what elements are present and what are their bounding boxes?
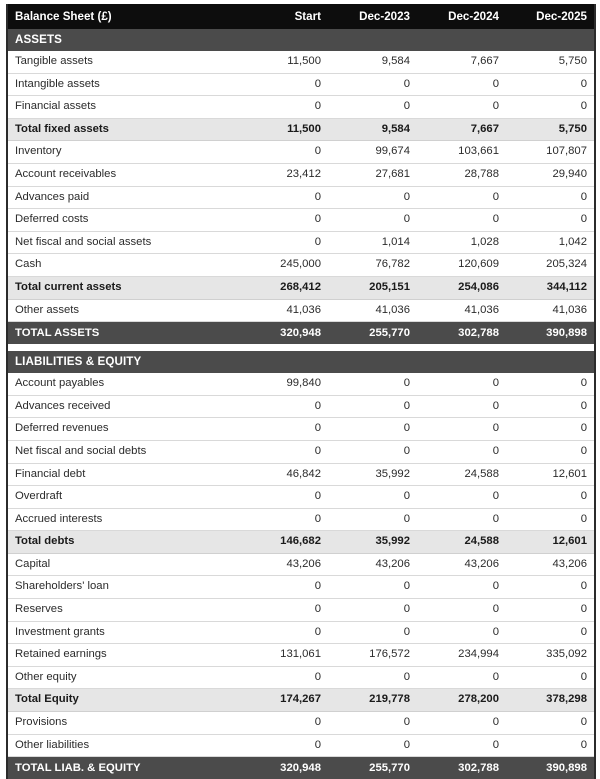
row-value-intangible-assets-dec-2024: 0 <box>417 73 506 96</box>
row-value-total-current-assets-dec-2023: 205,151 <box>328 276 417 299</box>
row-value-total-liab-and-equity-start: 320,948 <box>239 757 328 779</box>
row-label-net-fiscal-and-social-debts: Net fiscal and social debts <box>7 440 239 463</box>
row-value-deferred-revenues-dec-2024: 0 <box>417 418 506 441</box>
row-value-accrued-interests-start: 0 <box>239 508 328 531</box>
row-value-cash-dec-2024: 120,609 <box>417 254 506 277</box>
row-value-intangible-assets-dec-2025: 0 <box>506 73 595 96</box>
row-value-provisions-dec-2024: 0 <box>417 712 506 735</box>
row-value-advances-received-dec-2024: 0 <box>417 395 506 418</box>
table-row <box>7 209 595 232</box>
section-band-spacer <box>417 351 506 373</box>
row-value-overdraft-dec-2023: 0 <box>328 486 417 509</box>
column-header-dec-2025: Dec-2025 <box>506 4 595 29</box>
row-value-reserves-dec-2024: 0 <box>417 599 506 622</box>
row-value-advances-paid-dec-2023: 0 <box>328 186 417 209</box>
table-row <box>7 231 595 254</box>
row-value-inventory-dec-2023: 99,674 <box>328 141 417 164</box>
row-value-other-equity-dec-2024: 0 <box>417 666 506 689</box>
row-label-other-assets: Other assets <box>7 299 239 322</box>
row-value-total-assets-dec-2025: 390,898 <box>506 322 595 345</box>
row-value-other-liabilities-dec-2025: 0 <box>506 734 595 757</box>
table-row <box>7 96 595 119</box>
table-row <box>7 418 595 441</box>
row-value-financial-debt-start: 46,842 <box>239 463 328 486</box>
row-value-accrued-interests-dec-2023: 0 <box>328 508 417 531</box>
row-label-investment-grants: Investment grants <box>7 621 239 644</box>
table-row <box>7 644 595 667</box>
row-value-investment-grants-start: 0 <box>239 621 328 644</box>
row-value-financial-assets-dec-2024: 0 <box>417 96 506 119</box>
row-label-deferred-revenues: Deferred revenues <box>7 418 239 441</box>
subtotal-row-total-equity <box>7 689 595 712</box>
row-label-total-equity: Total Equity <box>7 689 239 712</box>
section-band-spacer <box>506 351 595 373</box>
row-label-capital: Capital <box>7 553 239 576</box>
row-label-accrued-interests: Accrued interests <box>7 508 239 531</box>
row-value-other-assets-start: 41,036 <box>239 299 328 322</box>
row-value-retained-earnings-dec-2025: 335,092 <box>506 644 595 667</box>
row-value-financial-assets-dec-2025: 0 <box>506 96 595 119</box>
row-value-deferred-costs-dec-2025: 0 <box>506 209 595 232</box>
row-value-net-fiscal-and-social-debts-start: 0 <box>239 440 328 463</box>
row-value-capital-dec-2024: 43,206 <box>417 553 506 576</box>
row-label-overdraft: Overdraft <box>7 486 239 509</box>
row-value-other-liabilities-start: 0 <box>239 734 328 757</box>
row-value-capital-dec-2025: 43,206 <box>506 553 595 576</box>
row-value-investment-grants-dec-2024: 0 <box>417 621 506 644</box>
row-value-total-fixed-assets-dec-2024: 7,667 <box>417 118 506 141</box>
row-label-other-liabilities: Other liabilities <box>7 734 239 757</box>
row-value-account-receivables-dec-2023: 27,681 <box>328 163 417 186</box>
row-label-account-receivables: Account receivables <box>7 163 239 186</box>
section-spacer <box>7 344 595 351</box>
row-value-other-equity-dec-2023: 0 <box>328 666 417 689</box>
row-value-other-liabilities-dec-2024: 0 <box>417 734 506 757</box>
row-value-financial-debt-dec-2025: 12,601 <box>506 463 595 486</box>
subtotal-row-total-current-assets <box>7 276 595 299</box>
table-row <box>7 73 595 96</box>
row-label-tangible-assets: Tangible assets <box>7 51 239 73</box>
row-value-provisions-start: 0 <box>239 712 328 735</box>
row-value-net-fiscal-and-social-assets-dec-2023: 1,014 <box>328 231 417 254</box>
subtotal-row-total-fixed-assets <box>7 118 595 141</box>
row-value-account-receivables-dec-2024: 28,788 <box>417 163 506 186</box>
row-value-reserves-dec-2025: 0 <box>506 599 595 622</box>
section-band-spacer <box>239 351 328 373</box>
row-value-total-debts-dec-2023: 35,992 <box>328 531 417 554</box>
row-value-net-fiscal-and-social-debts-dec-2025: 0 <box>506 440 595 463</box>
table-row <box>7 553 595 576</box>
row-value-intangible-assets-dec-2023: 0 <box>328 73 417 96</box>
column-header-dec-2023: Dec-2023 <box>328 4 417 29</box>
row-value-deferred-revenues-dec-2025: 0 <box>506 418 595 441</box>
row-value-total-assets-dec-2023: 255,770 <box>328 322 417 345</box>
row-value-deferred-revenues-dec-2023: 0 <box>328 418 417 441</box>
row-value-other-liabilities-dec-2023: 0 <box>328 734 417 757</box>
row-value-deferred-costs-dec-2023: 0 <box>328 209 417 232</box>
column-header-dec-2024: Dec-2024 <box>417 4 506 29</box>
total-row-total-assets <box>7 322 595 345</box>
row-value-overdraft-dec-2024: 0 <box>417 486 506 509</box>
row-value-inventory-start: 0 <box>239 141 328 164</box>
row-label-financial-debt: Financial debt <box>7 463 239 486</box>
row-value-total-equity-start: 174,267 <box>239 689 328 712</box>
row-value-financial-debt-dec-2024: 24,588 <box>417 463 506 486</box>
row-value-tangible-assets-dec-2025: 5,750 <box>506 51 595 73</box>
row-value-advances-paid-dec-2024: 0 <box>417 186 506 209</box>
row-label-total-current-assets: Total current assets <box>7 276 239 299</box>
table-row <box>7 463 595 486</box>
column-header-start: Start <box>239 4 328 29</box>
section-spacer-cell <box>7 344 595 351</box>
table-row <box>7 734 595 757</box>
row-label-net-fiscal-and-social-assets: Net fiscal and social assets <box>7 231 239 254</box>
row-value-tangible-assets-dec-2024: 7,667 <box>417 51 506 73</box>
row-value-shareholders-loan-start: 0 <box>239 576 328 599</box>
table-row <box>7 666 595 689</box>
row-value-net-fiscal-and-social-assets-dec-2024: 1,028 <box>417 231 506 254</box>
balance-sheet-table <box>6 4 596 779</box>
table-row <box>7 395 595 418</box>
row-value-account-payables-dec-2025: 0 <box>506 373 595 395</box>
row-value-total-equity-dec-2025: 378,298 <box>506 689 595 712</box>
row-value-shareholders-loan-dec-2025: 0 <box>506 576 595 599</box>
table-row <box>7 576 595 599</box>
row-value-other-equity-dec-2025: 0 <box>506 666 595 689</box>
row-value-overdraft-dec-2025: 0 <box>506 486 595 509</box>
section-band-spacer <box>239 29 328 51</box>
table-row <box>7 508 595 531</box>
row-value-other-assets-dec-2024: 41,036 <box>417 299 506 322</box>
row-value-financial-assets-dec-2023: 0 <box>328 96 417 119</box>
row-value-total-equity-dec-2024: 278,200 <box>417 689 506 712</box>
row-value-total-debts-dec-2024: 24,588 <box>417 531 506 554</box>
row-label-cash: Cash <box>7 254 239 277</box>
row-value-financial-debt-dec-2023: 35,992 <box>328 463 417 486</box>
section-band-liabilities-and-equity <box>7 351 595 373</box>
row-value-account-payables-dec-2023: 0 <box>328 373 417 395</box>
row-value-retained-earnings-dec-2024: 234,994 <box>417 644 506 667</box>
row-value-overdraft-start: 0 <box>239 486 328 509</box>
row-value-total-assets-start: 320,948 <box>239 322 328 345</box>
row-value-capital-dec-2023: 43,206 <box>328 553 417 576</box>
row-value-net-fiscal-and-social-assets-start: 0 <box>239 231 328 254</box>
row-label-advances-received: Advances received <box>7 395 239 418</box>
section-band-spacer <box>328 29 417 51</box>
row-value-accrued-interests-dec-2024: 0 <box>417 508 506 531</box>
row-value-account-receivables-dec-2025: 29,940 <box>506 163 595 186</box>
row-value-inventory-dec-2025: 107,807 <box>506 141 595 164</box>
row-label-intangible-assets: Intangible assets <box>7 73 239 96</box>
row-value-total-fixed-assets-start: 11,500 <box>239 118 328 141</box>
row-value-tangible-assets-start: 11,500 <box>239 51 328 73</box>
row-value-accrued-interests-dec-2025: 0 <box>506 508 595 531</box>
table-row <box>7 486 595 509</box>
row-label-inventory: Inventory <box>7 141 239 164</box>
row-value-investment-grants-dec-2023: 0 <box>328 621 417 644</box>
row-label-account-payables: Account payables <box>7 373 239 395</box>
row-value-deferred-costs-dec-2024: 0 <box>417 209 506 232</box>
table-row <box>7 299 595 322</box>
row-label-shareholders-loan: Shareholders' loan <box>7 576 239 599</box>
section-band-spacer <box>417 29 506 51</box>
row-value-financial-assets-start: 0 <box>239 96 328 119</box>
row-value-advances-received-start: 0 <box>239 395 328 418</box>
row-value-cash-dec-2023: 76,782 <box>328 254 417 277</box>
row-label-provisions: Provisions <box>7 712 239 735</box>
row-value-provisions-dec-2025: 0 <box>506 712 595 735</box>
row-value-total-fixed-assets-dec-2025: 5,750 <box>506 118 595 141</box>
row-value-total-current-assets-start: 268,412 <box>239 276 328 299</box>
row-value-advances-received-dec-2025: 0 <box>506 395 595 418</box>
row-value-total-equity-dec-2023: 219,778 <box>328 689 417 712</box>
subtotal-row-total-debts <box>7 531 595 554</box>
row-value-inventory-dec-2024: 103,661 <box>417 141 506 164</box>
row-label-financial-assets: Financial assets <box>7 96 239 119</box>
row-value-shareholders-loan-dec-2024: 0 <box>417 576 506 599</box>
table-header-row <box>7 4 595 29</box>
row-value-retained-earnings-start: 131,061 <box>239 644 328 667</box>
row-value-cash-start: 245,000 <box>239 254 328 277</box>
row-label-other-equity: Other equity <box>7 666 239 689</box>
row-value-total-debts-start: 146,682 <box>239 531 328 554</box>
row-value-intangible-assets-start: 0 <box>239 73 328 96</box>
row-value-reserves-start: 0 <box>239 599 328 622</box>
table-row <box>7 373 595 395</box>
row-value-cash-dec-2025: 205,324 <box>506 254 595 277</box>
table-row <box>7 51 595 73</box>
section-band-spacer <box>328 351 417 373</box>
table-row <box>7 621 595 644</box>
row-value-shareholders-loan-dec-2023: 0 <box>328 576 417 599</box>
section-band-label: ASSETS <box>7 29 239 51</box>
table-row <box>7 141 595 164</box>
row-value-reserves-dec-2023: 0 <box>328 599 417 622</box>
row-value-total-current-assets-dec-2025: 344,112 <box>506 276 595 299</box>
table-row <box>7 186 595 209</box>
row-label-retained-earnings: Retained earnings <box>7 644 239 667</box>
table-row <box>7 163 595 186</box>
row-value-total-current-assets-dec-2024: 254,086 <box>417 276 506 299</box>
row-label-total-fixed-assets: Total fixed assets <box>7 118 239 141</box>
row-label-advances-paid: Advances paid <box>7 186 239 209</box>
row-value-other-assets-dec-2023: 41,036 <box>328 299 417 322</box>
row-value-account-payables-start: 99,840 <box>239 373 328 395</box>
table-row <box>7 712 595 735</box>
row-value-advances-paid-dec-2025: 0 <box>506 186 595 209</box>
row-value-investment-grants-dec-2025: 0 <box>506 621 595 644</box>
row-value-net-fiscal-and-social-assets-dec-2025: 1,042 <box>506 231 595 254</box>
row-label-total-assets: TOTAL ASSETS <box>7 322 239 345</box>
row-value-retained-earnings-dec-2023: 176,572 <box>328 644 417 667</box>
row-label-total-debts: Total debts <box>7 531 239 554</box>
row-value-total-fixed-assets-dec-2023: 9,584 <box>328 118 417 141</box>
balance-sheet-body <box>7 4 595 779</box>
row-value-total-liab-and-equity-dec-2025: 390,898 <box>506 757 595 779</box>
row-value-account-receivables-start: 23,412 <box>239 163 328 186</box>
row-value-tangible-assets-dec-2023: 9,584 <box>328 51 417 73</box>
table-row <box>7 440 595 463</box>
section-band-label: LIABILITIES & EQUITY <box>7 351 239 373</box>
row-value-capital-start: 43,206 <box>239 553 328 576</box>
row-value-advances-paid-start: 0 <box>239 186 328 209</box>
row-value-total-debts-dec-2025: 12,601 <box>506 531 595 554</box>
row-label-deferred-costs: Deferred costs <box>7 209 239 232</box>
row-value-total-assets-dec-2024: 302,788 <box>417 322 506 345</box>
row-label-total-liab-and-equity: TOTAL LIAB. & EQUITY <box>7 757 239 779</box>
row-value-provisions-dec-2023: 0 <box>328 712 417 735</box>
section-band-spacer <box>506 29 595 51</box>
row-value-other-assets-dec-2025: 41,036 <box>506 299 595 322</box>
row-value-account-payables-dec-2024: 0 <box>417 373 506 395</box>
row-value-deferred-revenues-start: 0 <box>239 418 328 441</box>
total-row-total-liab-and-equity <box>7 757 595 779</box>
row-value-other-equity-start: 0 <box>239 666 328 689</box>
row-label-reserves: Reserves <box>7 599 239 622</box>
row-value-net-fiscal-and-social-debts-dec-2024: 0 <box>417 440 506 463</box>
row-value-deferred-costs-start: 0 <box>239 209 328 232</box>
row-value-total-liab-and-equity-dec-2023: 255,770 <box>328 757 417 779</box>
table-row <box>7 599 595 622</box>
table-row <box>7 254 595 277</box>
column-header-title: Balance Sheet (£) <box>7 4 239 29</box>
row-value-total-liab-and-equity-dec-2024: 302,788 <box>417 757 506 779</box>
section-band-assets <box>7 29 595 51</box>
row-value-advances-received-dec-2023: 0 <box>328 395 417 418</box>
row-value-net-fiscal-and-social-debts-dec-2023: 0 <box>328 440 417 463</box>
